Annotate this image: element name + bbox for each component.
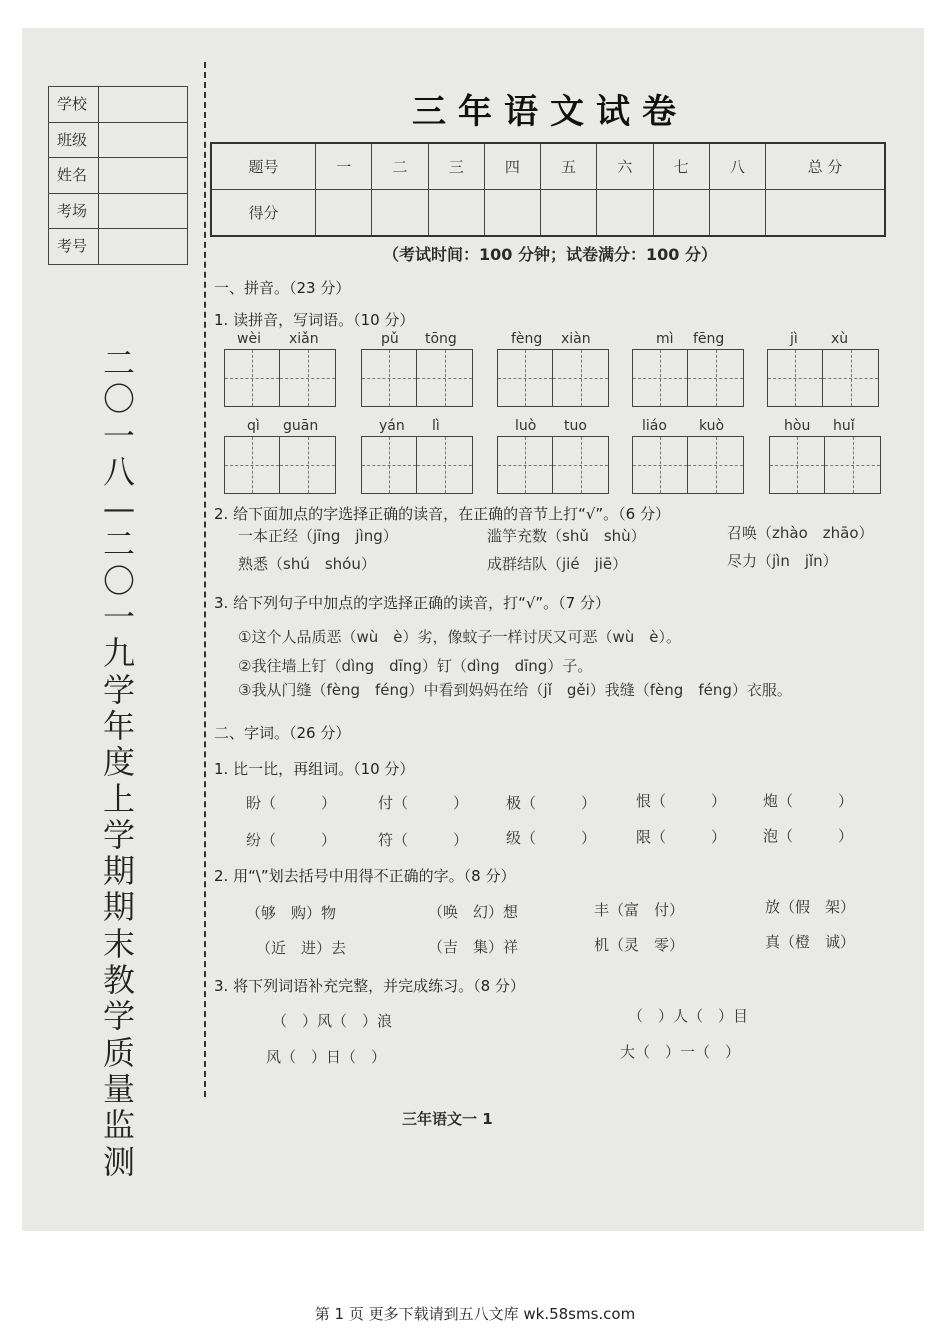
score-header-cell: 七 [653, 143, 709, 190]
pinyin-label: liáo [642, 418, 667, 434]
compare-item[interactable]: 纷（ ） [246, 831, 337, 849]
idiom-item[interactable]: 风（ ）日（ ） [266, 1048, 387, 1066]
score-cell[interactable] [597, 190, 653, 237]
page-footer: 第 1 页 更多下载请到五八文库 wk.58sms.com [314, 1305, 636, 1323]
strike-item[interactable]: （唤 幻）想 [428, 903, 519, 921]
strike-item[interactable]: 真（橙 诚） [765, 933, 856, 951]
info-row-name [49, 158, 187, 194]
score-table [210, 142, 886, 237]
pinyin-label: fèng [511, 331, 543, 347]
reading-item[interactable]: 成群结队（jié jiē） [487, 555, 628, 573]
pinyin-label: yán [379, 418, 405, 434]
binding-line [204, 62, 206, 1097]
reading-item[interactable]: 滥竽充数（shǔ shù） [487, 527, 646, 545]
idiom-item[interactable]: （ ）人（ ）目 [628, 1007, 749, 1025]
strike-item[interactable]: （近 进）去 [256, 939, 347, 957]
score-header-cell: 六 [597, 143, 653, 190]
info-row-room [49, 194, 187, 230]
info-row-school [49, 87, 187, 123]
writing-grid[interactable] [361, 436, 473, 494]
writing-grid[interactable] [224, 436, 336, 494]
question-1-2: 2. 给下面加点的字选择正确的读音，在正确的音节上打“√”。（6 分） [214, 505, 670, 523]
sentence-item[interactable]: ①这个人品质恶（wù è）劣，像蚊子一样讨厌又可恶（wù è）。 [238, 628, 681, 646]
score-header-cell: 题号 [211, 143, 316, 190]
page-title: 三年语文试卷 [412, 92, 688, 132]
info-blank[interactable] [99, 229, 187, 264]
section-1-heading: 一、拼音。（23 分） [214, 279, 351, 297]
idiom-item[interactable]: 大（ ）一（ ） [620, 1043, 741, 1061]
strike-item[interactable]: 机（灵 零） [594, 936, 685, 954]
score-header-cell: 一 [316, 143, 372, 190]
writing-grid[interactable] [632, 436, 744, 494]
question-2-1: 1. 比一比，再组词。（10 分） [214, 760, 415, 778]
score-cell[interactable] [653, 190, 709, 237]
score-header-cell: 五 [541, 143, 597, 190]
compare-item[interactable]: 符（ ） [378, 831, 469, 849]
score-row-label: 得分 [211, 190, 316, 237]
compare-item[interactable]: 盼（ ） [246, 794, 337, 812]
writing-grid[interactable] [767, 349, 879, 407]
reading-item[interactable]: 一本正经（jīng jìng） [238, 527, 398, 545]
info-label: 姓名 [49, 158, 99, 193]
score-header-cell: 四 [484, 143, 540, 190]
score-cell[interactable] [765, 190, 885, 237]
score-header-cell: 八 [709, 143, 765, 190]
pinyin-label: luò [515, 418, 537, 434]
pinyin-label: lì [432, 418, 440, 434]
compare-item[interactable]: 付（ ） [378, 794, 469, 812]
score-header-row [211, 143, 885, 190]
info-label: 学校 [49, 87, 99, 122]
student-info-table [48, 86, 188, 265]
compare-item[interactable]: 极（ ） [506, 794, 597, 812]
score-header-cell: 二 [372, 143, 428, 190]
reading-item[interactable]: 召唤（zhào zhāo） [727, 524, 874, 542]
score-row [211, 190, 885, 237]
pinyin-label: wèi [237, 331, 261, 347]
question-1-1: 1. 读拼音，写词语。（10 分） [214, 311, 415, 329]
exam-info: （考试时间：100 分钟；试卷满分：100 分） [383, 245, 717, 264]
compare-item[interactable]: 限（ ） [636, 828, 727, 846]
section-2-heading: 二、字词。（26 分） [214, 724, 351, 742]
pinyin-label: fēng [693, 331, 725, 347]
sentence-item[interactable]: ③我从门缝（fèng féng）中看到妈妈在给（jǐ gěi）我缝（fèng féng）衣服。 [238, 681, 792, 699]
pinyin-label: pǔ [381, 331, 399, 347]
pinyin-label: huǐ [833, 418, 855, 434]
strike-item[interactable]: 丰（富 付） [594, 901, 685, 919]
info-blank[interactable] [99, 158, 187, 193]
score-cell[interactable] [484, 190, 540, 237]
question-2-3: 3. 将下列词语补充完整，并完成练习。（8 分） [214, 977, 525, 995]
compare-item[interactable]: 恨（ ） [636, 792, 727, 810]
writing-grid[interactable] [769, 436, 881, 494]
reading-item[interactable]: 熟悉（shú shóu） [238, 555, 376, 573]
info-row-number [49, 229, 187, 264]
info-label: 班级 [49, 123, 99, 158]
compare-item[interactable]: 炮（ ） [763, 792, 854, 810]
pinyin-label: guān [283, 418, 319, 434]
sentence-item[interactable]: ②我往墙上钉（dìng dīng）钉（dìng dīng）子。 [238, 657, 593, 675]
score-header-cell: 三 [428, 143, 484, 190]
score-cell[interactable] [709, 190, 765, 237]
pinyin-label: mì [656, 331, 674, 347]
pinyin-label: jì [790, 331, 798, 347]
info-blank[interactable] [99, 194, 187, 229]
pinyin-label: kuò [699, 418, 725, 434]
question-1-3: 3. 给下列句子中加点的字选择正确的读音，打“√”。（7 分） [214, 594, 610, 612]
info-label: 考号 [49, 229, 99, 264]
info-row-class [49, 123, 187, 159]
pinyin-label: xiǎn [289, 331, 319, 347]
idiom-item[interactable]: （ ）风（ ）浪 [272, 1012, 393, 1030]
question-2-2: 2. 用“\”划去括号中用得不正确的字。（8 分） [214, 867, 516, 885]
pinyin-label: xù [831, 331, 849, 347]
score-cell[interactable] [316, 190, 372, 237]
writing-grid[interactable] [497, 436, 609, 494]
pinyin-label: tuo [564, 418, 587, 434]
strike-item[interactable]: （够 购）物 [246, 904, 337, 922]
score-cell[interactable] [372, 190, 428, 237]
writing-grid[interactable] [497, 349, 609, 407]
strike-item[interactable]: 放（假 架） [765, 898, 856, 916]
pinyin-label: qì [247, 418, 260, 434]
vertical-exam-title: 二〇一八—二〇一九学年度上学期期末教学质量监测 [102, 344, 135, 1181]
info-label: 考场 [49, 194, 99, 229]
writing-grid[interactable] [632, 349, 744, 407]
writing-grid[interactable] [224, 349, 336, 407]
score-cell[interactable] [428, 190, 484, 237]
page-label: 三年语文一 1 [402, 1110, 493, 1128]
info-blank[interactable] [99, 87, 187, 122]
score-cell[interactable] [541, 190, 597, 237]
score-header-cell: 总 分 [765, 143, 885, 190]
pinyin-label: tōng [425, 331, 457, 347]
pinyin-label: xiàn [561, 331, 591, 347]
pinyin-label: hòu [784, 418, 811, 434]
info-blank[interactable] [99, 123, 187, 158]
writing-grid[interactable] [361, 349, 473, 407]
compare-item[interactable]: 级（ ） [506, 829, 597, 847]
reading-item[interactable]: 尽力（jìn jǐn） [727, 552, 838, 570]
compare-item[interactable]: 泡（ ） [763, 827, 854, 845]
strike-item[interactable]: （吉 集）祥 [428, 938, 519, 956]
